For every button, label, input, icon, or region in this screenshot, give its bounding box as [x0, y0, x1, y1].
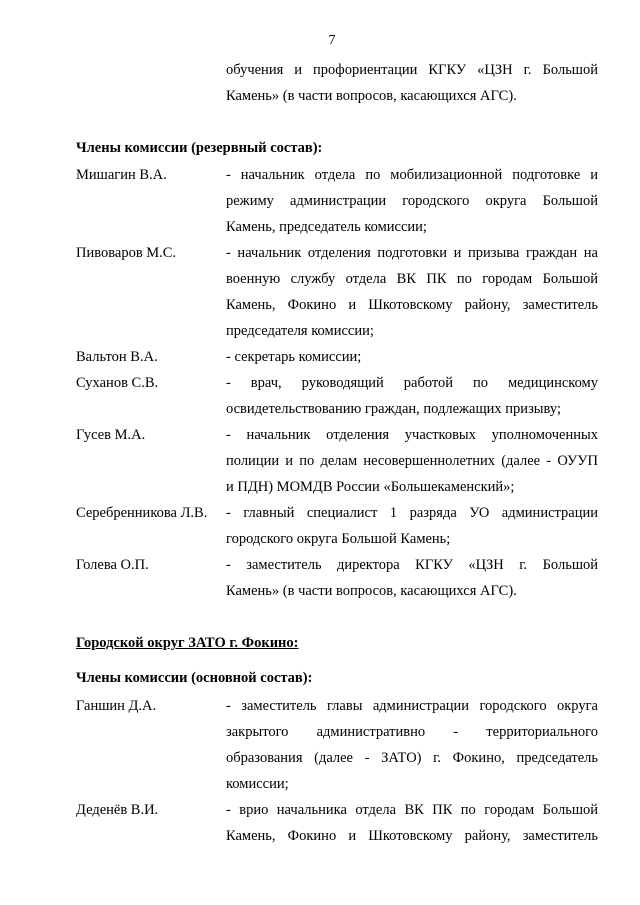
section-heading: Городской округ ЗАТО г. Фокино: [76, 635, 299, 651]
description-line: военную службу отдела ВК ПК по городам Большой [226, 271, 598, 287]
description-line: - главный специалист 1 разряда УО администрации [226, 505, 598, 521]
member-name: Голева О.П. [76, 557, 149, 573]
member-description [226, 500, 598, 552]
member-description [226, 422, 598, 500]
member-name: Ганшин Д.А. [76, 698, 157, 714]
continuation-line: обучения и профориентации КГКУ «ЦЗН г. Большой [226, 62, 598, 78]
member-description [226, 797, 598, 849]
description-line: - начальник отделения подготовки и призыва граждан на [226, 245, 598, 261]
description-line: Камень» (в части вопросов, касающихся АГС). [226, 583, 517, 599]
description-line: - секретарь комиссии; [226, 349, 362, 365]
description-line: освидетельствованию граждан, подлежащих призыву; [226, 401, 561, 417]
description-line: Камень, Фокино и Шкотовскому району, заместитель [226, 828, 598, 844]
description-line: - начальник отдела по мобилизационной подготовке и [226, 167, 598, 183]
description-line: - начальник отделения участковых уполномоченных [226, 427, 598, 443]
main-heading: Члены комиссии (основной состав): [76, 670, 313, 686]
description-line: полиции и по делам несовершеннолетних (далее - ОУУП [226, 453, 598, 469]
description-line: режиму администрации городского округа Большой [226, 193, 598, 209]
continuation-line: Камень» (в части вопросов, касающихся АГС). [226, 88, 517, 104]
member-name: Суханов С.В. [76, 375, 159, 391]
member-name: Серебренникова Л.В. [76, 505, 208, 521]
description-line: и ПДН) МОМДВ России «Большекаменский»; [226, 479, 515, 495]
description-line: образования (далее - ЗАТО) г. Фокино, председатель [226, 750, 598, 766]
description-line: - заместитель главы администрации городского округа [226, 698, 598, 714]
member-description [226, 693, 598, 797]
member-name: Пивоваров М.С. [76, 245, 177, 261]
description-line: городского округа Большой Камень; [226, 531, 451, 547]
member-name: Гусев М.А. [76, 427, 146, 443]
continuation-text [226, 57, 598, 109]
description-line: председателя комиссии; [226, 323, 374, 339]
member-description [226, 240, 598, 344]
description-line: закрытого административно - территориального [226, 724, 598, 740]
description-line: - врио начальника отдела ВК ПК по городам Большой [226, 802, 598, 818]
reserve-heading: Члены комиссии (резервный состав): [76, 140, 323, 156]
page-number: 7 [328, 33, 336, 48]
description-line: - заместитель директора КГКУ «ЦЗН г. Большой [226, 557, 598, 573]
description-line: - врач, руководящий работой по медицинскому [226, 375, 598, 391]
description-line: Камень, председатель комиссии; [226, 219, 427, 235]
description-line: комиссии; [226, 776, 289, 792]
member-name: Мишагин В.А. [76, 167, 167, 183]
member-name: Вальтон В.А. [76, 349, 158, 365]
member-name: Деденёв В.И. [76, 802, 159, 818]
member-description [226, 552, 598, 604]
member-description [226, 344, 598, 370]
member-description [226, 162, 598, 240]
member-description [226, 370, 598, 422]
description-line: Камень, Фокино и Шкотовскому району, заместитель [226, 297, 598, 313]
